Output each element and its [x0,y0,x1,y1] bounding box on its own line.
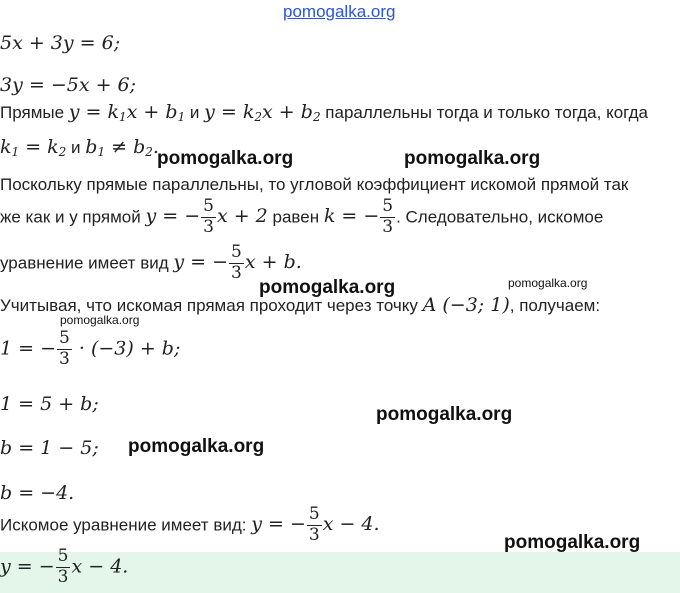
watermark: pomogalka.org [508,276,588,290]
text-fragment: параллельны тогда и только тогда, когда [320,103,648,122]
text-fragment: же как и у прямой [0,207,146,227]
formula-b-notequal: $b_1 \ne b_2$. [85,136,159,159]
watermark: pomogalka.org [504,532,641,553]
formula-line-1: $y = k_1x + b_1$ [68,101,186,124]
formula-slope: k = − $\frac{5}{3}$ [323,196,394,237]
text-line-7 [0,244,302,283]
text-fragment: Искомое уравнение имеет вид: [0,515,252,535]
equation-line-12: b = −4. [0,482,75,504]
formula-result: y = − $\frac{5}{3}$ x − 4. [251,504,380,545]
site-link[interactable]: pomogalka.org [283,2,396,21]
text-line-5: Поскольку прямые параллельны, то угловой коэффициент искомой прямой так [0,175,629,194]
watermark: pomogalka.org [376,404,513,425]
formula-given-line: y = − $\frac{5}{3}$ x + 2 [145,196,268,237]
text-fragment: . Следовательно, искомое [396,207,604,227]
formula-general-form: y = − $\frac{5}{3}$ x + b. [173,242,302,283]
text-fragment: равен [267,207,324,227]
answer-formula: y = − $\frac{5}{3}$ x − 4. [0,546,129,587]
equation-line-1: 5x + 3y = 6; [0,32,121,54]
text-line-6 [0,198,603,237]
text-fragment: и [66,138,86,157]
watermark: pomogalka.org [128,436,265,457]
formula-line-2: $y = k_2x + b_2$ [204,101,321,124]
formula-k-equal: $k_1 = k_2$ [0,136,67,159]
watermark: pomogalka.org [60,313,140,327]
text-fragment: и [185,103,205,122]
formula-point: A (−3; 1) [422,294,510,316]
text-line-4 [0,136,159,159]
text-fragment: Прямые [0,103,69,122]
watermark: pomogalka.org [259,277,396,298]
text-line-14 [0,506,380,545]
equation-line-2: 3y = −5x + 6; [0,74,137,96]
text-line-3 [0,101,648,124]
watermark: pomogalka.org [404,148,541,169]
text-fragment: уравнение имеет вид [0,253,174,273]
text-fragment: , получаем: [509,296,601,315]
watermark: pomogalka.org [157,148,294,169]
text-fragment: Учитывая, что искомая прямая проходит через точку [0,296,423,315]
equation-line-10: 1 = 5 + b; [0,393,99,415]
equation-line-11: b = 1 − 5; [0,437,99,459]
equation-line-9: 1 = − $\frac{5}{3}$ · (−3) + b; [0,328,181,369]
